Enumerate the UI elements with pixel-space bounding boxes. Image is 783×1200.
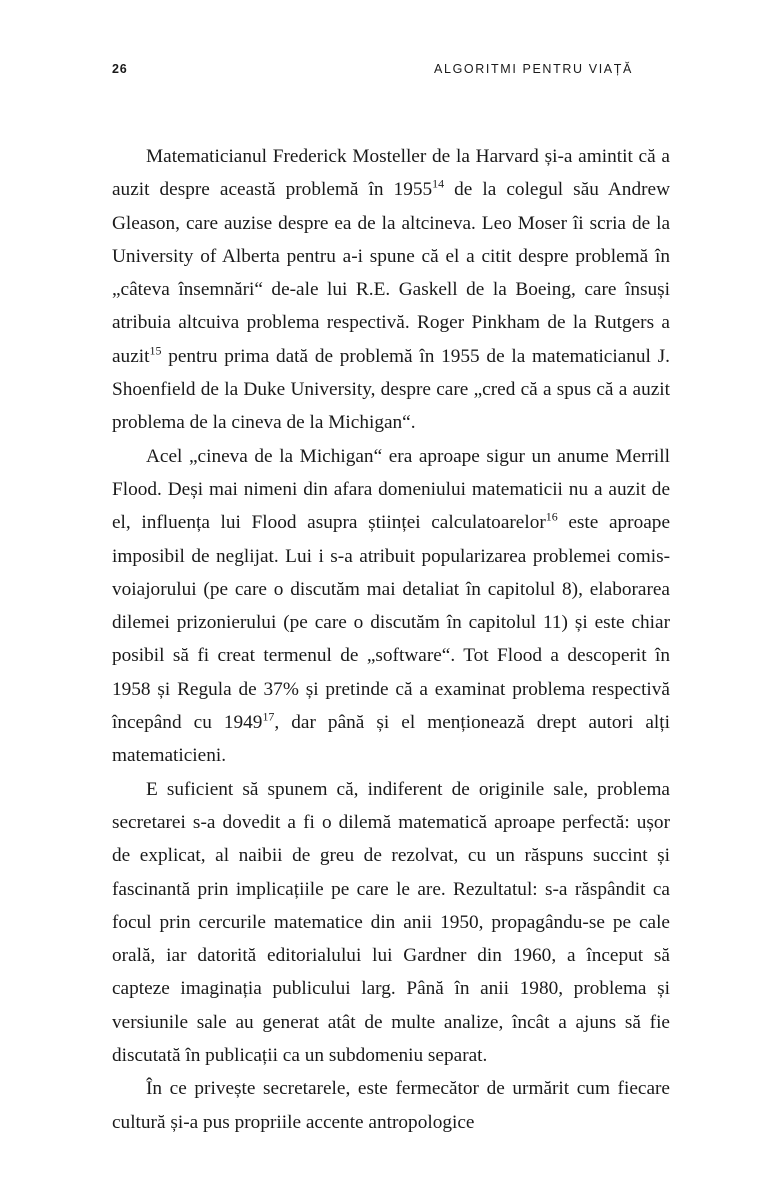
footnote-marker: 15: [149, 343, 162, 358]
paragraph: [112, 140, 670, 440]
paragraph-text: pentru prima dată de problemă în 1955 de la matematicianul J. Shoenfield de la Duke University, despre care „cred că a spus că a auzit problema de la cineva de la Michigan“.: [112, 345, 670, 434]
paragraph: [112, 440, 670, 773]
paragraph-text: de la colegul său Andrew Gleason, care auzise despre ea de la altcineva. Leo Moser îi scria de la University of Alberta pentru a-i spune că el a citit despre problemă în „câteva însemnări“ de-ale lui R.E. Gaskell de la Boeing, care însuși atribuia altcuiva problema respectivă. Roger Pinkham de la Rutgers a auzit: [112, 179, 670, 367]
footnote-marker: 17: [262, 709, 275, 724]
paragraph-text: , dar până și el menționează drept autori alți matematicieni.: [112, 712, 670, 767]
paragraph-text: este aproape imposibil de neglijat. Lui i s-a atribuit popularizarea problemei comis-voiajorului (pe care o discutăm mai detaliat în capitolul 8), elaborarea dilemei prizonierului (pe care o discutăm în capitolul 11) și este chiar posibil să fi creat termenul de „software“. Tot Flood a descoperit în 1958 și Regula de 37% și pretinde că a examinat problema respectivă începând cu 1949: [112, 512, 670, 734]
page-number: 26: [112, 62, 128, 76]
paragraph-text: Acel „cineva de la Michigan“ era aproape sigur un anume Merrill Flood. Deși mai nimeni din afara domeniului matematicii nu a auzit de el, influența lui Flood asupra științei calculatoarelor: [112, 445, 670, 534]
footnote-marker: 16: [545, 509, 558, 524]
paragraph-text: În ce privește secretarele, este fermecător de urmărit cum fiecare cultură și-a pus propriile accente antropologice: [112, 1078, 670, 1133]
paragraph-text: Matematicianul Frederick Mosteller de la Harvard și-a amintit că a auzit despre această problemă în 1955: [112, 146, 670, 201]
book-title-header: ALGORITMI PENTRU VIAȚĂ: [434, 62, 633, 76]
paragraph: [112, 773, 670, 1073]
body-text: [112, 140, 670, 1139]
paragraph-text: E suficient să spunem că, indiferent de originile sale, problema secretarei s-a dovedit a fi o dilemă matematică aproape perfectă: ușor de explicat, al naibii de greu de rezolvat, cu un răspuns succint și fascinantă prin implicațiile pe care le are. Rezultatul: s-a răspândit ca focul prin cercurile matematice din anii 1950, propagându-se pe cale orală, iar datorită editorialului lui Gardner din 1960, a început să capteze imaginația publicului larg. Până în anii 1980, problema și versiunile sale au generat atât de multe analize, încât a ajuns să fie discutată în publicații ca un subdomeniu separat.: [112, 778, 670, 1067]
paragraph: [112, 1072, 670, 1139]
running-head: [112, 62, 671, 76]
footnote-marker: 14: [432, 176, 445, 191]
